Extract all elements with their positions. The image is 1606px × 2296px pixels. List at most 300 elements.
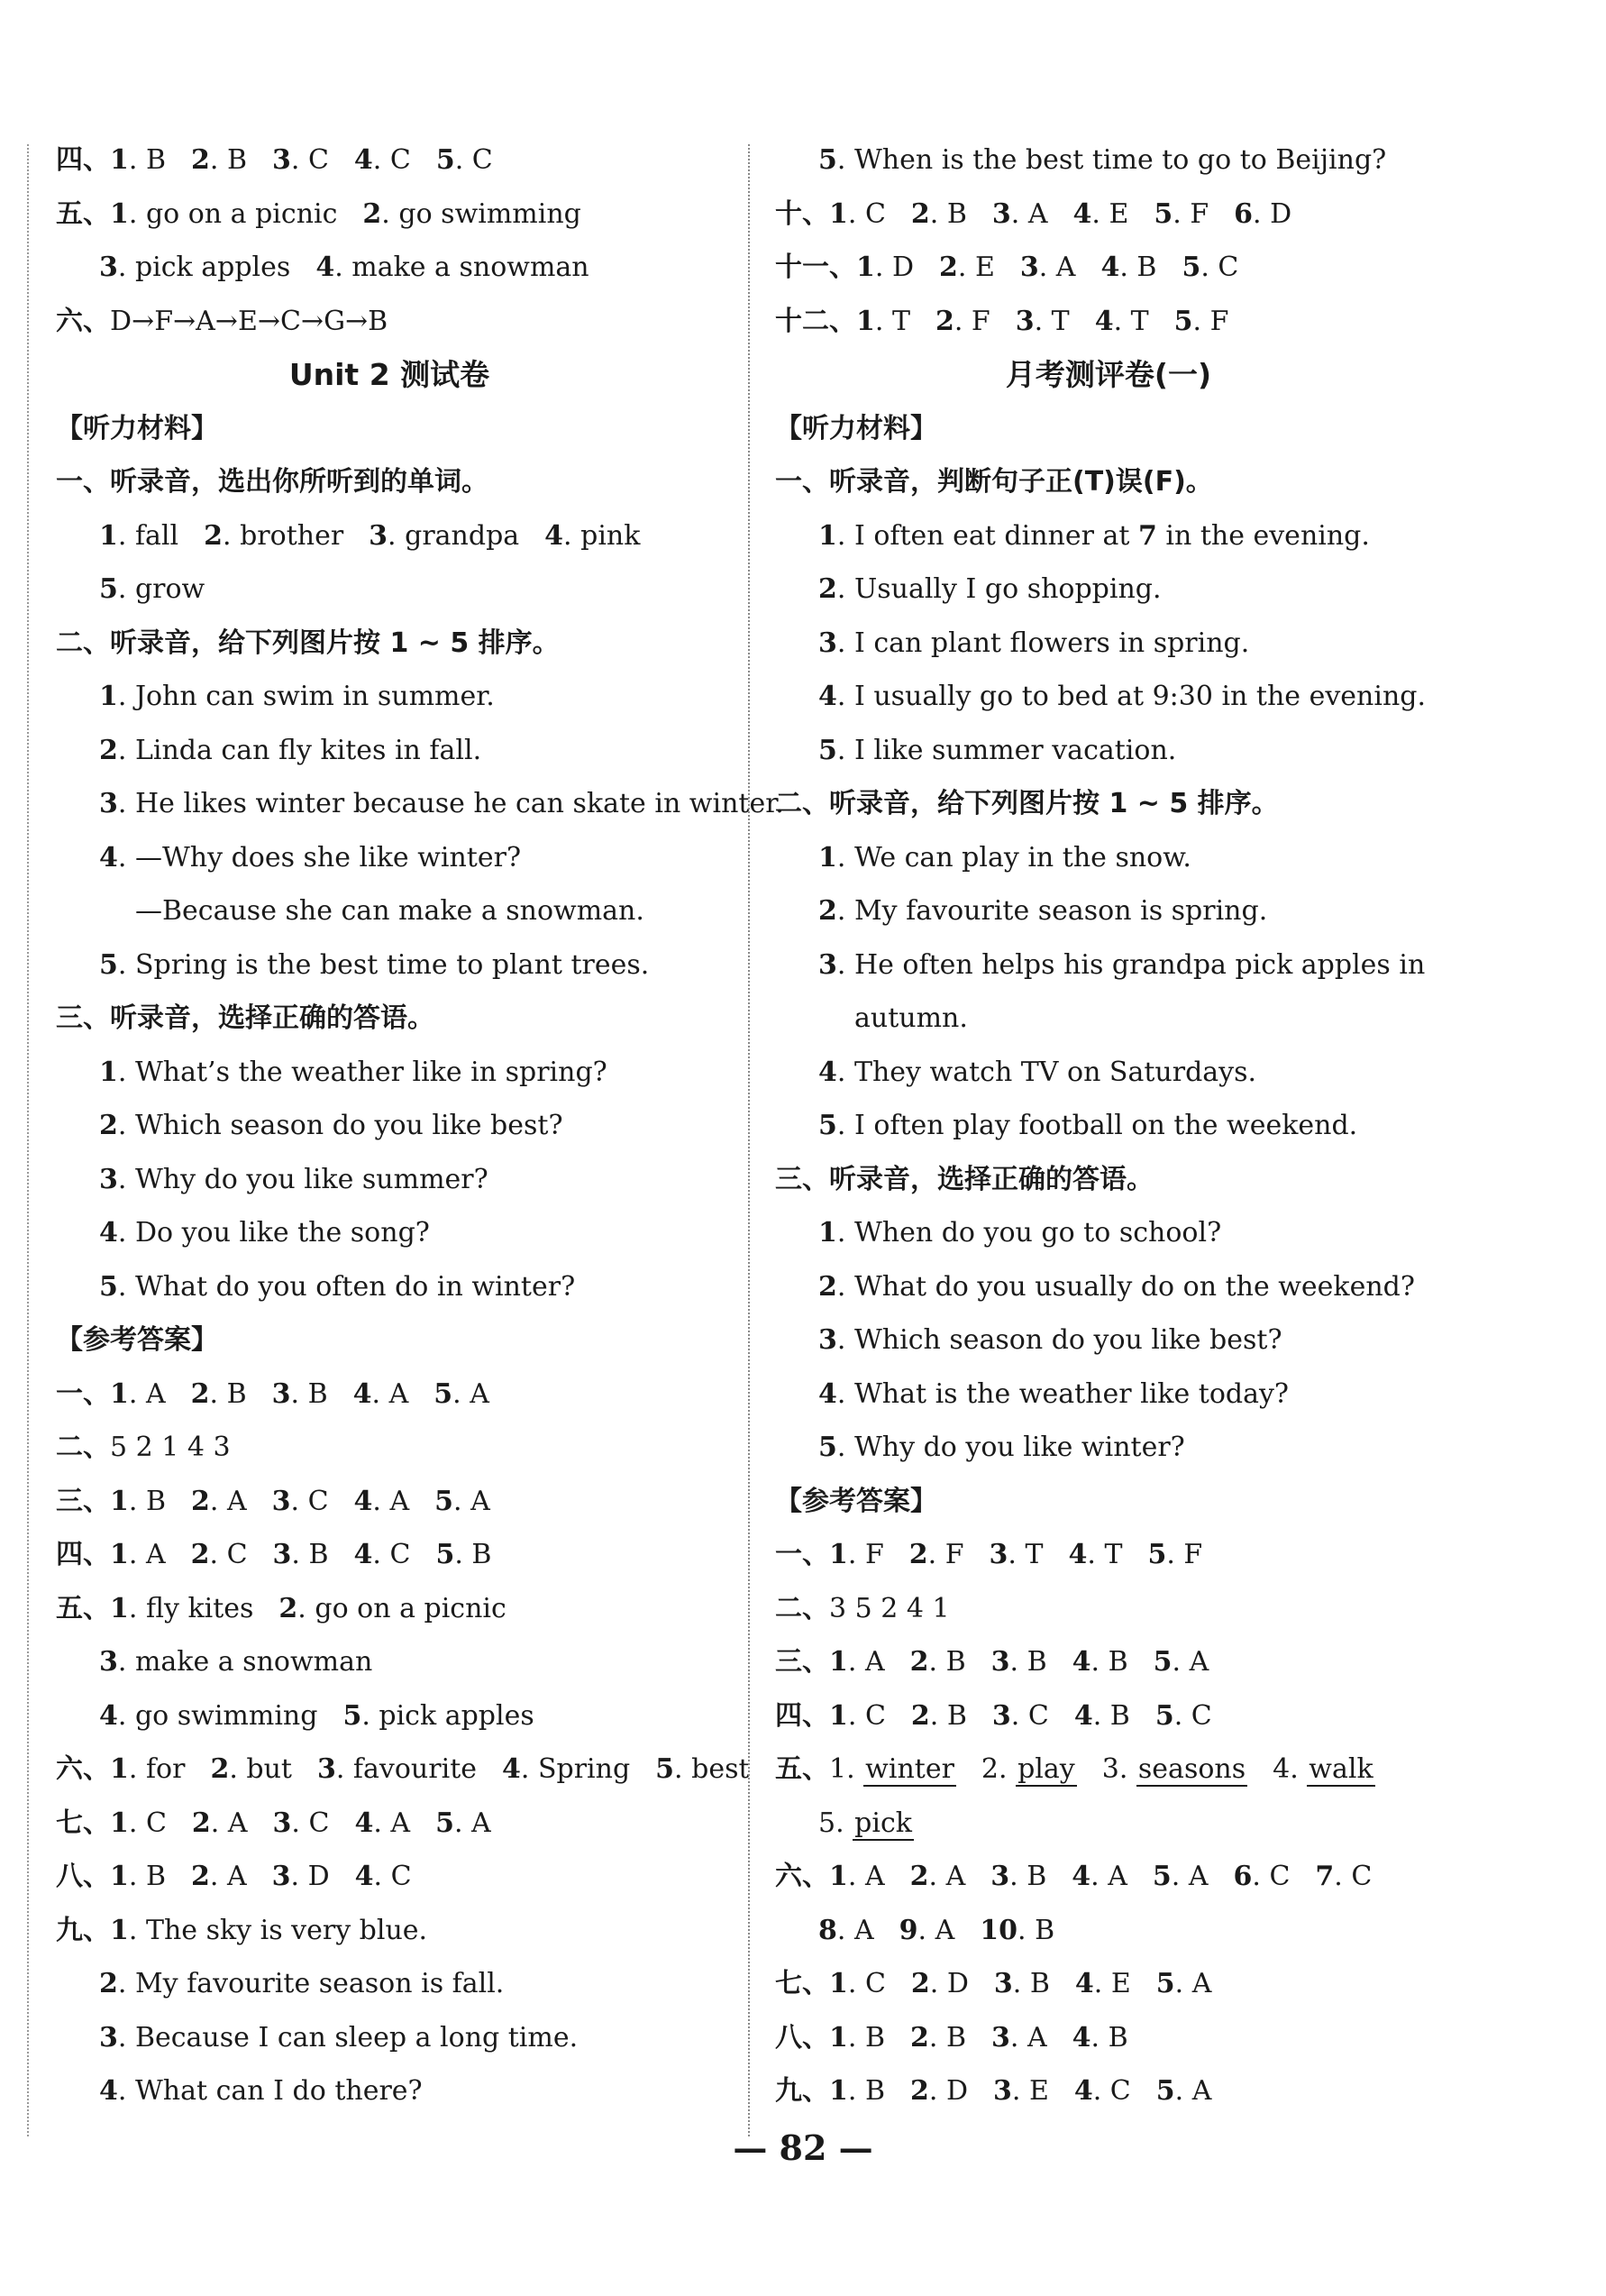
- text-line: [56, 2011, 723, 2065]
- text-line: [775, 1206, 1442, 1260]
- line-text: . go swimming: [381, 197, 581, 230]
- item-number: 4: [99, 841, 118, 874]
- text-line: [56, 1313, 723, 1368]
- text-line: [775, 1528, 1442, 1582]
- item-number: 2: [939, 252, 958, 283]
- line-text: . T: [1008, 1539, 1044, 1570]
- text-line: [56, 884, 723, 938]
- item-number: 4: [315, 252, 335, 283]
- line-text: 3 5 2 4 1: [829, 1592, 950, 1624]
- text-line: [56, 1904, 723, 1958]
- section-label: 七、: [56, 1807, 110, 1839]
- underlined-answer: play: [1017, 1753, 1075, 1785]
- section-label: 九、: [775, 2075, 829, 2107]
- item-number: 6: [1234, 197, 1254, 230]
- line-text: . pick apples: [361, 1699, 534, 1732]
- item-number: 3: [989, 1539, 1008, 1570]
- item-number: 3: [271, 1377, 291, 1410]
- line-text: . B: [1090, 2021, 1128, 2054]
- item-number: 9: [899, 1914, 918, 1946]
- item-number: 4: [1094, 305, 1114, 337]
- item-number: 4: [354, 1807, 374, 1839]
- item-number: 3: [99, 788, 118, 819]
- text-line: [775, 241, 1442, 295]
- line-text: . C: [209, 1539, 248, 1570]
- line-text: . C: [1252, 1861, 1291, 1892]
- item-number: 1: [829, 1968, 848, 1999]
- item-number: 2: [191, 144, 210, 176]
- line-text: . B: [929, 1699, 967, 1732]
- line-text: . Usually I go shopping.: [836, 573, 1162, 605]
- section-label: 七、: [775, 1968, 829, 1999]
- line-text: . A: [917, 1914, 955, 1946]
- binding-edge-dotted-line: [27, 144, 29, 2136]
- line-text: 5.: [818, 1807, 853, 1839]
- line-text: . Which season do you like best?: [836, 1324, 1282, 1356]
- section-heading: [775, 348, 1442, 402]
- item-number: 3: [271, 1861, 291, 1892]
- item-number: 1: [856, 252, 875, 283]
- line-text: . B: [454, 1539, 492, 1570]
- text-line: [775, 1475, 1442, 1529]
- item-number: 4: [99, 1217, 118, 1249]
- line-text: . What’s the weather like in spring?: [117, 1056, 607, 1088]
- line-text: . F: [1192, 305, 1229, 337]
- section-label: 五、: [775, 1753, 829, 1785]
- item-number: 1: [829, 1699, 848, 1732]
- item-number: 4: [818, 1377, 837, 1410]
- item-number: 4: [353, 144, 373, 176]
- line-text: . C: [847, 197, 886, 230]
- text-line: [56, 402, 723, 456]
- item-number: 2: [818, 1270, 837, 1303]
- line-text: . D: [1253, 197, 1292, 230]
- line-text: . C: [373, 1861, 412, 1892]
- line-text: . make a snowman: [334, 252, 589, 283]
- text-line: [775, 1743, 1442, 1797]
- text-line: [56, 1153, 723, 1207]
- item-number: 7: [1315, 1861, 1335, 1892]
- line-text: . Spring is the best time to plant trees.: [117, 948, 650, 981]
- line-text: —Because she can make a snowman.: [135, 895, 644, 927]
- column-divider: [748, 144, 750, 2136]
- text-line: [775, 188, 1442, 242]
- right-column: [775, 133, 1442, 2118]
- line-text: . A: [210, 1807, 248, 1839]
- text-line: [56, 1206, 723, 1260]
- item-number: 2: [191, 1807, 211, 1839]
- item-number: 2: [910, 2075, 929, 2107]
- line-text: . fly kites: [128, 1592, 254, 1624]
- item-number: 5: [1147, 1539, 1167, 1570]
- line-text: . My favourite season is fall.: [117, 1968, 505, 1999]
- item-number: 3: [991, 197, 1011, 230]
- item-number: 5: [1153, 1646, 1173, 1678]
- section-label: 三、: [775, 1646, 829, 1678]
- section-label: 十、: [775, 197, 829, 230]
- section-label: 二、听录音，给下列图片按 1 ~ 5 排序。: [56, 627, 560, 659]
- item-number: 3: [818, 627, 837, 659]
- line-text: 3.: [1101, 1753, 1136, 1785]
- section-label: 八、: [775, 2021, 829, 2054]
- section-label: 二、听录音，给下列图片按 1 ~ 5 排序。: [775, 788, 1279, 819]
- text-line: [56, 831, 723, 885]
- line-text: . A: [1010, 197, 1048, 230]
- line-text: . A: [209, 1485, 247, 1517]
- item-number: 1: [818, 841, 837, 874]
- item-number: 3: [991, 2021, 1010, 2054]
- section-label: 【听力材料】: [56, 412, 218, 444]
- item-number: 1: [829, 1646, 848, 1678]
- section-label: 五、: [56, 197, 110, 230]
- line-text: . What do you often do in winter?: [117, 1270, 576, 1303]
- section-label: 一、听录音，选出你所听到的单词。: [56, 466, 488, 498]
- item-number: 5: [99, 1270, 118, 1303]
- text-line: [775, 563, 1442, 617]
- line-text: . John can swim in summer.: [117, 681, 495, 712]
- line-text: . B: [929, 197, 967, 230]
- item-number: 6: [1233, 1861, 1253, 1892]
- line-text: . best: [674, 1753, 750, 1785]
- line-text: . B: [1009, 1861, 1047, 1892]
- item-number: 5: [434, 1485, 454, 1517]
- line-text: . E: [1011, 2075, 1049, 2107]
- item-number: 1: [110, 1377, 129, 1410]
- line-text: . When is the best time to go to Beijing?: [836, 144, 1387, 176]
- text-line: [775, 1689, 1442, 1743]
- item-number: 4: [99, 2075, 118, 2107]
- item-number: 5: [1154, 197, 1173, 230]
- item-number: 5: [1173, 305, 1193, 337]
- line-text: . B: [209, 1377, 247, 1410]
- line-text: 4.: [1273, 1753, 1308, 1785]
- text-line: [775, 455, 1442, 509]
- item-number: 3: [993, 1968, 1013, 1999]
- line-text: . pick apples: [117, 252, 291, 283]
- text-line: [56, 724, 723, 778]
- text-line: [775, 1368, 1442, 1422]
- item-number: 4: [354, 1861, 374, 1892]
- underlined-answer: pick: [854, 1807, 912, 1839]
- text-line: [775, 1046, 1442, 1100]
- item-number: 10: [980, 1914, 1017, 1946]
- item-number: 3: [818, 948, 837, 981]
- section-heading: [56, 348, 723, 402]
- line-text: . B: [1017, 1914, 1055, 1946]
- text-line: [56, 777, 784, 831]
- section-label: 【参考答案】: [56, 1324, 218, 1356]
- text-line: [775, 1957, 1442, 2011]
- line-text: . C: [1092, 2075, 1131, 2107]
- item-number: 4: [1072, 1646, 1091, 1678]
- line-text: . B: [128, 1861, 166, 1892]
- text-line: [56, 1743, 750, 1797]
- text-line: [775, 1850, 1442, 1904]
- line-text: . E: [957, 252, 995, 283]
- item-number: 3: [369, 519, 388, 552]
- text-line: [775, 1313, 1442, 1368]
- line-text: . grow: [117, 573, 205, 605]
- line-text: . He likes winter because he can skate in winter.: [117, 788, 784, 819]
- line-text: . F: [927, 1539, 964, 1570]
- item-number: 1: [110, 1592, 129, 1624]
- item-number: 1: [818, 519, 837, 552]
- item-number: 4: [1072, 197, 1092, 230]
- item-number: 5: [1155, 1968, 1175, 1999]
- item-number: 2: [910, 197, 930, 230]
- item-number: 5: [1182, 252, 1201, 283]
- item-number: 5: [435, 1539, 455, 1570]
- text-line: [775, 884, 1442, 938]
- item-number: 3: [272, 1807, 292, 1839]
- section-label: 四、: [56, 1539, 110, 1570]
- section-label: 六、: [56, 1753, 110, 1785]
- item-number: 4: [502, 1753, 521, 1785]
- line-text: . C: [372, 144, 411, 176]
- text-line: [775, 938, 1442, 992]
- text-line: [56, 133, 723, 188]
- line-text: . B: [290, 1377, 328, 1410]
- text-line: [775, 133, 1442, 188]
- line-text: . C: [372, 1539, 411, 1570]
- line-text: . B: [291, 1539, 329, 1570]
- line-text: . A: [836, 1914, 874, 1946]
- line-text: . go on a picnic: [128, 197, 338, 230]
- text-line: [56, 1099, 723, 1153]
- text-line: [775, 402, 1442, 456]
- item-number: 3: [99, 1163, 118, 1195]
- line-text: . B: [928, 1646, 966, 1678]
- line-text: . My favourite season is spring.: [836, 895, 1268, 927]
- text-line: [775, 2011, 1442, 2065]
- section-label: 九、: [56, 1914, 110, 1946]
- section-label: 四、: [56, 144, 110, 176]
- line-text: . C: [128, 1807, 167, 1839]
- line-text: 2.: [981, 1753, 1017, 1785]
- item-number: 4: [353, 1485, 373, 1517]
- item-number: 4: [1100, 252, 1120, 283]
- text-line: [56, 1475, 723, 1529]
- line-text: . A: [209, 1861, 247, 1892]
- text-line: [56, 563, 723, 617]
- item-number: 4: [818, 681, 837, 712]
- item-number: 4: [1072, 2021, 1091, 2054]
- item-number: 1: [99, 681, 118, 712]
- item-number: 2: [910, 1968, 930, 1999]
- text-line: [775, 1797, 1442, 1851]
- item-number: 1: [829, 1861, 848, 1892]
- line-text: . B: [928, 2021, 966, 2054]
- text-line: [775, 1582, 1442, 1636]
- line-text: . T: [1113, 305, 1149, 337]
- item-number: 1: [99, 1056, 118, 1088]
- line-text: . D: [929, 1968, 969, 1999]
- line-text: . F: [954, 305, 990, 337]
- item-number: 3: [990, 1861, 1010, 1892]
- line-text: . I can plant flowers in spring.: [836, 627, 1250, 659]
- line-text: . T: [1087, 1539, 1123, 1570]
- text-line: [56, 1635, 723, 1689]
- item-number: 5: [818, 1110, 837, 1141]
- item-number: 5: [433, 1377, 453, 1410]
- line-text: . A: [1172, 1646, 1209, 1678]
- line-text: . C: [454, 144, 493, 176]
- text-line: [56, 188, 723, 242]
- item-number: 7: [1137, 519, 1157, 552]
- text-line: [56, 1528, 723, 1582]
- line-text: autumn.: [854, 1002, 968, 1034]
- text-line: [775, 617, 1442, 671]
- line-text: . A: [1090, 1861, 1127, 1892]
- item-number: 3: [991, 1699, 1011, 1732]
- item-number: 2: [191, 1861, 210, 1892]
- item-number: 2: [204, 519, 224, 552]
- item-number: 5: [342, 1699, 362, 1732]
- item-number: 1: [110, 1753, 129, 1785]
- line-text: . C: [291, 1807, 330, 1839]
- item-number: 4: [544, 519, 564, 552]
- item-number: 2: [278, 1592, 298, 1624]
- line-text: . B: [847, 2021, 885, 2054]
- line-text: . F: [1173, 197, 1209, 230]
- line-text: . A: [453, 1807, 491, 1839]
- text-line: [56, 1582, 723, 1636]
- line-text: . C: [1010, 1699, 1049, 1732]
- line-text: . I like summer vacation.: [836, 734, 1177, 766]
- line-text: . I often play football on the weekend.: [836, 1110, 1358, 1141]
- item-number: 5: [1155, 2075, 1175, 2107]
- text-line: [56, 2064, 723, 2118]
- text-line: [775, 777, 1442, 831]
- item-number: 1: [856, 305, 875, 337]
- text-line: [56, 938, 723, 992]
- line-text: . C: [1334, 1861, 1373, 1892]
- line-text: . B: [1090, 1646, 1128, 1678]
- line-text: . A: [847, 1646, 885, 1678]
- text-line: [56, 1421, 723, 1475]
- item-number: 2: [935, 305, 954, 337]
- text-line: [775, 831, 1442, 885]
- line-text: . Linda can fly kites in fall.: [117, 734, 482, 766]
- item-number: 1: [829, 197, 848, 230]
- line-text: . A: [847, 1861, 885, 1892]
- item-number: 1: [110, 144, 129, 176]
- text-line: [56, 1046, 723, 1100]
- text-line: [56, 455, 723, 509]
- line-text: . Why do you like winter?: [836, 1432, 1185, 1463]
- text-line: [775, 1099, 1442, 1153]
- line-text: . E: [1091, 197, 1129, 230]
- text-line: [56, 617, 723, 671]
- line-text: . T: [1034, 305, 1070, 337]
- item-number: 2: [99, 1110, 118, 1141]
- section-label: 四、: [775, 1699, 829, 1732]
- line-text: . B: [128, 1485, 166, 1517]
- line-text: . Which season do you like best?: [117, 1110, 563, 1141]
- line-text: . F: [847, 1539, 884, 1570]
- text-line: [775, 2064, 1442, 2118]
- line-text: . D: [874, 252, 914, 283]
- item-number: 1: [829, 2075, 848, 2107]
- item-number: 3: [272, 1539, 292, 1570]
- text-line: [56, 1797, 723, 1851]
- item-number: 5: [655, 1753, 675, 1785]
- text-line: [56, 295, 723, 349]
- item-number: 5: [818, 144, 837, 176]
- line-text: . C: [847, 1968, 886, 1999]
- line-text: . A: [371, 1377, 409, 1410]
- line-text: . We can play in the snow.: [836, 841, 1191, 874]
- line-text: in the evening.: [1156, 519, 1370, 552]
- item-number: 2: [99, 1968, 118, 1999]
- line-text: . A: [128, 1377, 166, 1410]
- line-text: . When do you go to school?: [836, 1217, 1222, 1249]
- line-text: 1.: [829, 1753, 864, 1785]
- line-text: . for: [128, 1753, 186, 1785]
- section-label: 六、: [56, 305, 110, 337]
- line-text: . A: [452, 1377, 489, 1410]
- item-number: 4: [1073, 2075, 1093, 2107]
- text-line: [775, 1904, 1442, 1958]
- line-text: . What is the weather like today?: [836, 1377, 1289, 1410]
- item-number: 4: [353, 1539, 373, 1570]
- item-number: 8: [818, 1914, 837, 1946]
- item-number: 5: [1152, 1861, 1172, 1892]
- page-number: — 82 —: [733, 2127, 873, 2168]
- item-number: 1: [110, 1485, 129, 1517]
- section-label: 十一、: [775, 252, 856, 283]
- text-line: [775, 724, 1442, 778]
- line-text: . What do you usually do on the weekend?: [836, 1270, 1415, 1303]
- section-label: 五、: [56, 1592, 110, 1624]
- line-text: . B: [128, 144, 166, 176]
- text-line: [56, 1689, 723, 1743]
- line-text: . C: [290, 1485, 329, 1517]
- line-text: . B: [847, 2075, 885, 2107]
- line-text: . A: [1174, 1968, 1212, 1999]
- text-line: [56, 1850, 723, 1904]
- line-text: . D: [290, 1861, 330, 1892]
- line-text: . C: [1173, 1699, 1212, 1732]
- item-number: 4: [1073, 1699, 1093, 1732]
- line-text: . go swimming: [117, 1699, 318, 1732]
- item-number: 1: [829, 1539, 848, 1570]
- text-line: [56, 1957, 723, 2011]
- section-label: 三、: [56, 1485, 110, 1517]
- item-number: 2: [210, 1753, 230, 1785]
- item-number: 1: [818, 1217, 837, 1249]
- left-column: [56, 133, 784, 2118]
- item-number: 3: [993, 2075, 1012, 2107]
- text-line: [56, 509, 723, 563]
- line-text: . A: [372, 1485, 410, 1517]
- item-number: 3: [1019, 252, 1039, 283]
- item-number: 1: [110, 1807, 129, 1839]
- item-number: 3: [1015, 305, 1035, 337]
- item-number: 2: [909, 1861, 929, 1892]
- section-label: 二、: [775, 1592, 829, 1624]
- text-line: [775, 509, 1442, 563]
- line-text: 5 2 1 4 3: [110, 1432, 231, 1463]
- text-line: [775, 992, 1442, 1046]
- line-text: . He often helps his grandpa pick apples in: [836, 948, 1426, 981]
- line-text: . C: [290, 144, 329, 176]
- item-number: 5: [435, 144, 455, 176]
- item-number: 1: [110, 197, 129, 230]
- item-number: 2: [362, 197, 382, 230]
- line-text: Unit 2 测试卷: [288, 357, 490, 392]
- section-label: 一、: [775, 1539, 829, 1570]
